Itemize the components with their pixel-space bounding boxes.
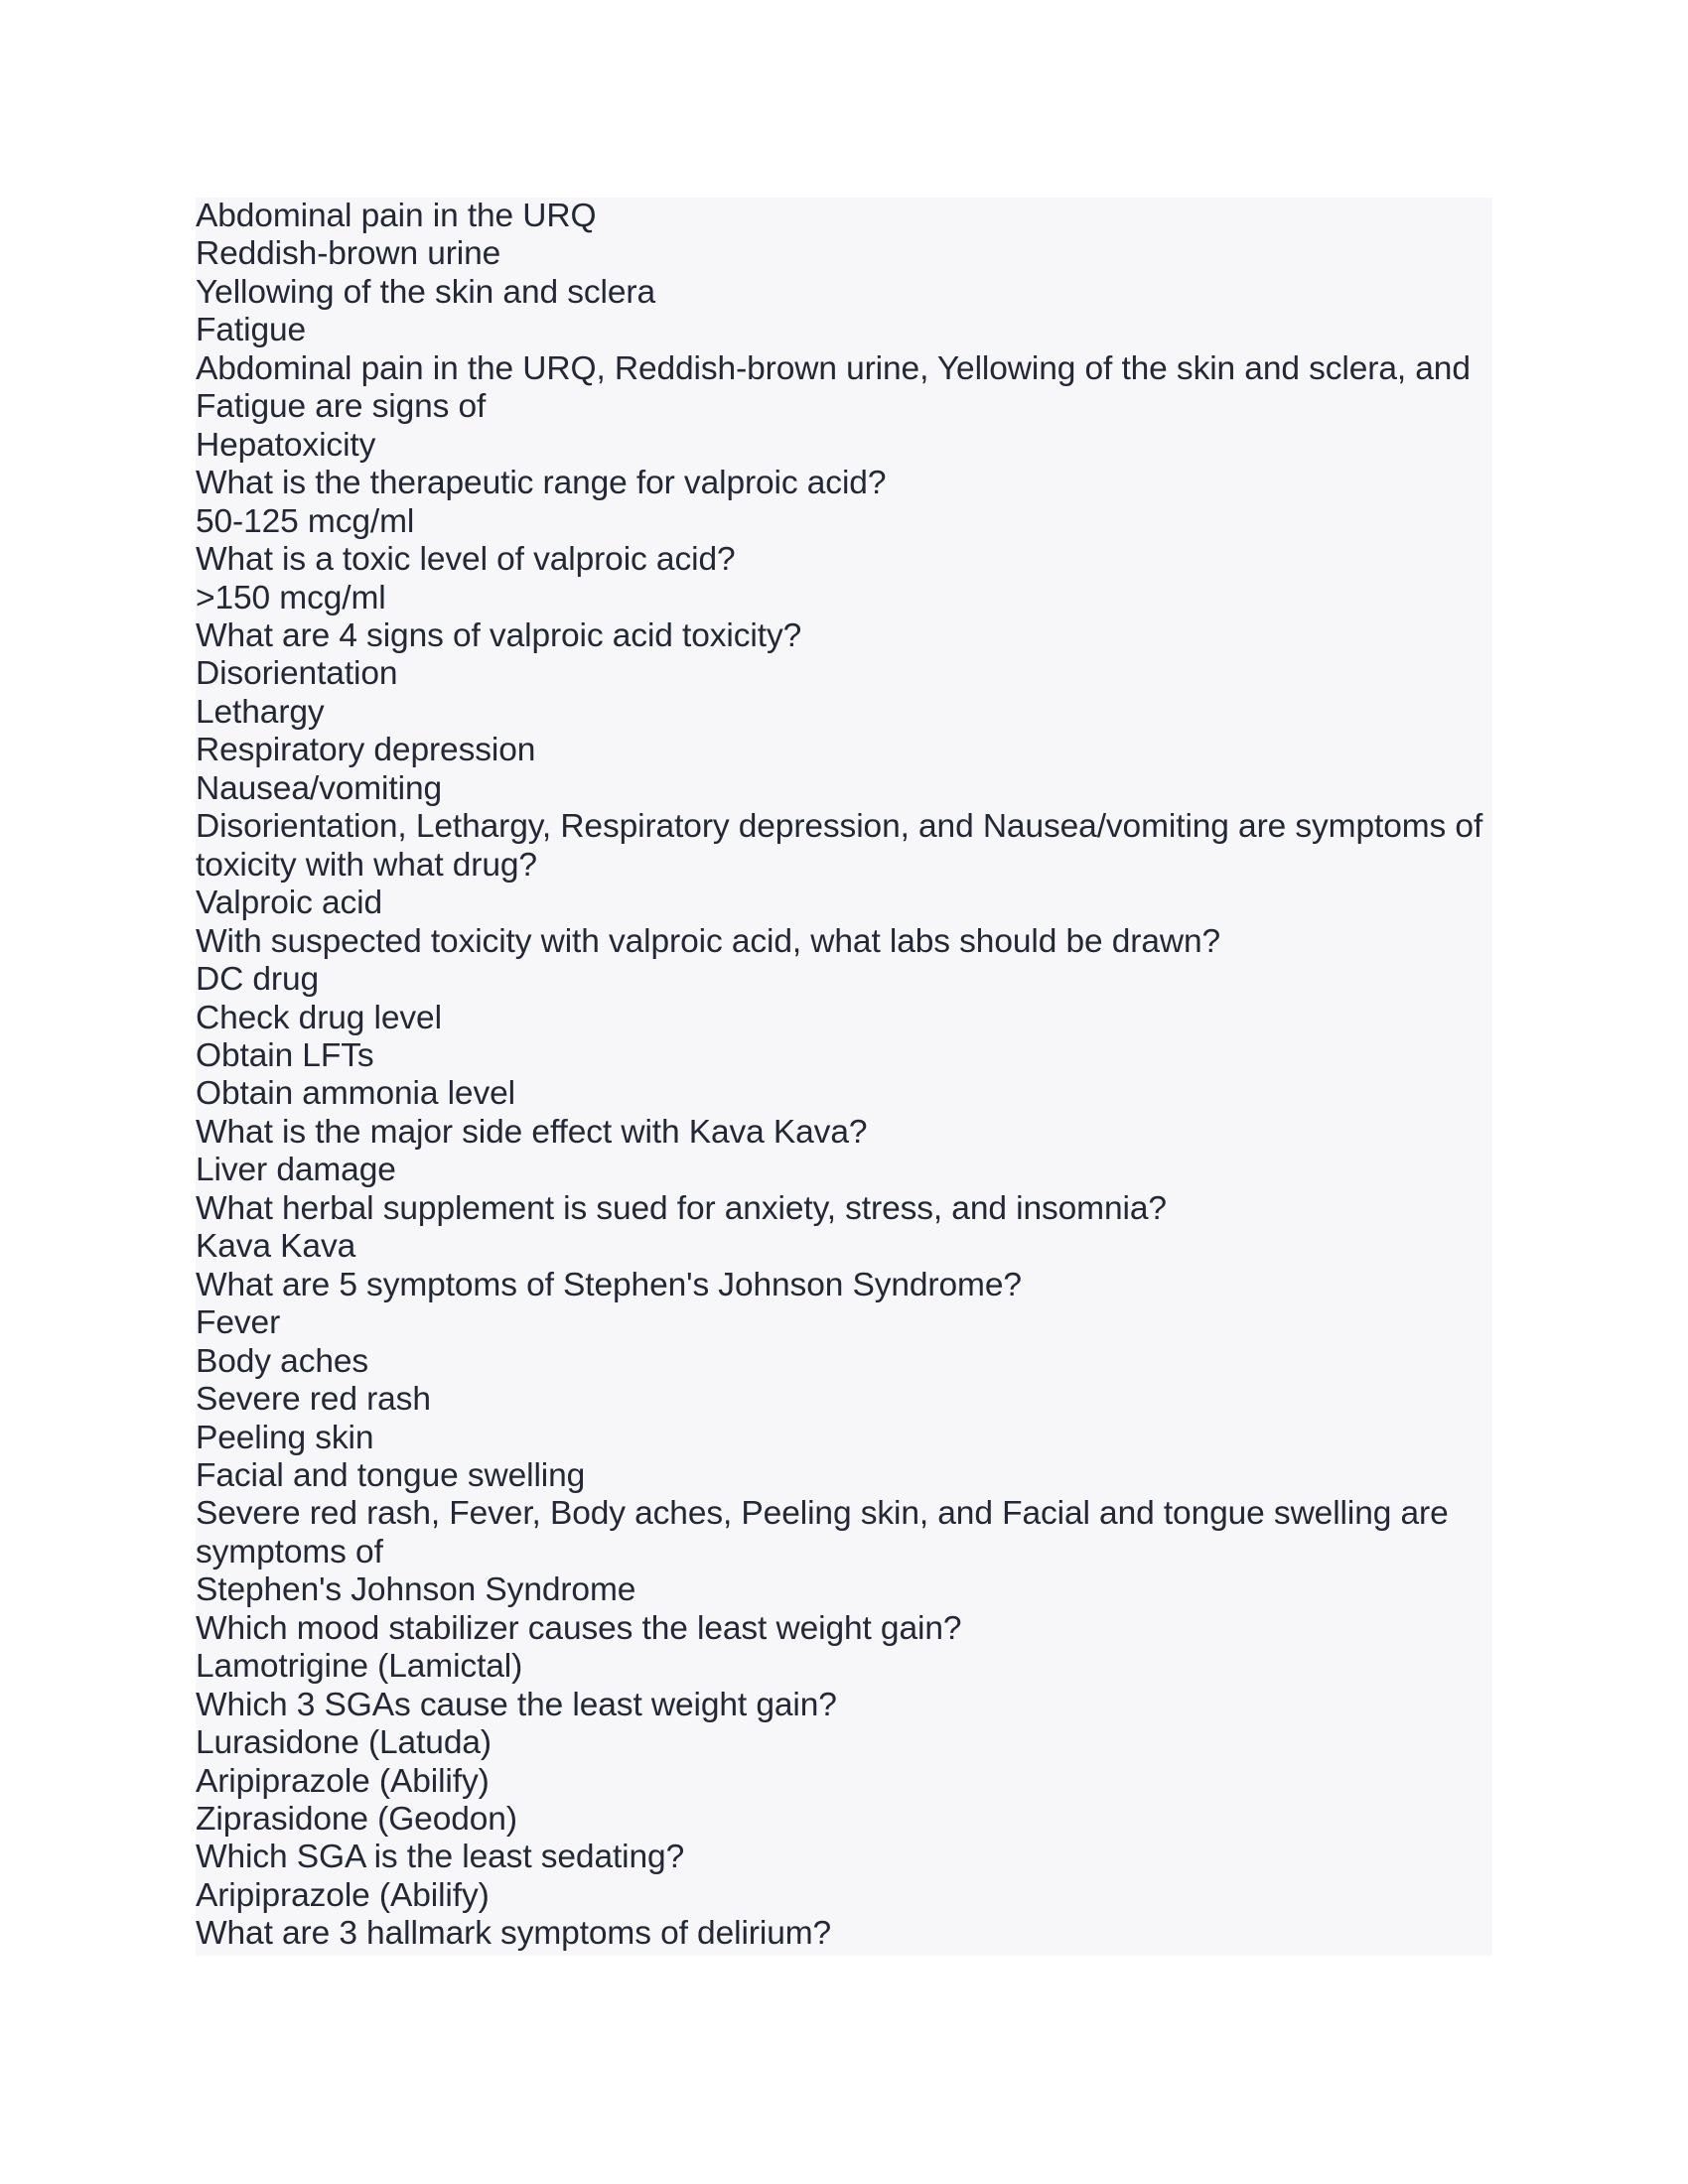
text-line: Severe red rash xyxy=(196,1381,431,1419)
text-line: Fatigue are signs of xyxy=(196,388,487,426)
text-line: Yellowing of the skin and sclera xyxy=(196,273,655,311)
text-line: Disorientation, Lethargy, Respiratory depression, and Nausea/vomiting are symptoms of xyxy=(196,808,1483,846)
text-line: Valproic acid xyxy=(196,885,383,922)
text-line: With suspected toxicity with valproic acid, what labs should be drawn? xyxy=(196,922,1221,960)
text-lines xyxy=(196,198,1492,1954)
text-line: What is the therapeutic range for valproic acid? xyxy=(196,465,887,502)
text-line: What herbal supplement is sued for anxiety, stress, and insomnia? xyxy=(196,1189,1167,1227)
text-line: Abdominal pain in the URQ xyxy=(196,198,597,234)
text-line: Obtain ammonia level xyxy=(196,1075,515,1113)
text-line: Ziprasidone (Geodon) xyxy=(196,1801,517,1839)
flashcard-text-block xyxy=(196,198,1492,1956)
text-line: Hepatoxicity xyxy=(196,426,376,464)
text-line: Which 3 SGAs cause the least weight gain? xyxy=(196,1686,837,1723)
text-line: >150 mcg/ml xyxy=(196,579,386,616)
text-line: Liver damage xyxy=(196,1152,396,1189)
text-line: DC drug xyxy=(196,961,320,999)
text-line: Reddish-brown urine xyxy=(196,235,501,273)
text-line: Aripiprazole (Abilify) xyxy=(196,1762,490,1800)
text-line: symptoms of xyxy=(196,1533,383,1570)
text-line: What are 3 hallmark symptoms of delirium? xyxy=(196,1915,832,1953)
text-line: Lamotrigine (Lamictal) xyxy=(196,1648,523,1686)
text-line: What is the major side effect with Kava Kava? xyxy=(196,1113,868,1151)
text-line: What are 4 signs of valproic acid toxicity? xyxy=(196,616,802,654)
text-line: Kava Kava xyxy=(196,1228,356,1266)
text-line: Body aches xyxy=(196,1342,369,1380)
text-line: Stephen's Johnson Syndrome xyxy=(196,1571,636,1609)
text-line: Which SGA is the least sedating? xyxy=(196,1839,685,1876)
text-line: Aripiprazole (Abilify) xyxy=(196,1876,490,1914)
text-line: Nausea/vomiting xyxy=(196,769,443,807)
text-line: What are 5 symptoms of Stephen's Johnson Syndrome? xyxy=(196,1266,1022,1303)
text-line: 50-125 mcg/ml xyxy=(196,502,415,540)
text-line: Check drug level xyxy=(196,999,442,1036)
text-line: toxicity with what drug? xyxy=(196,846,537,884)
text-line: Obtain LFTs xyxy=(196,1036,374,1074)
text-line: Facial and tongue swelling xyxy=(196,1456,586,1494)
text-line: Lethargy xyxy=(196,693,325,731)
text-line: Disorientation xyxy=(196,655,398,693)
text-line: Lurasidone (Latuda) xyxy=(196,1724,492,1762)
text-line: Fatigue xyxy=(196,312,307,349)
text-line: Peeling skin xyxy=(196,1419,374,1456)
text-line: Abdominal pain in the URQ, Reddish-brown urine, Yellowing of the skin and sclera, and xyxy=(196,349,1471,387)
text-line: Respiratory depression xyxy=(196,732,536,769)
text-line: Severe red rash, Fever, Body aches, Peeling skin, and Facial and tongue swelling are xyxy=(196,1495,1449,1533)
text-line: What is a toxic level of valproic acid? xyxy=(196,541,736,579)
text-line: Fever xyxy=(196,1304,281,1342)
text-line: Which mood stabilizer causes the least weight gain? xyxy=(196,1609,962,1647)
